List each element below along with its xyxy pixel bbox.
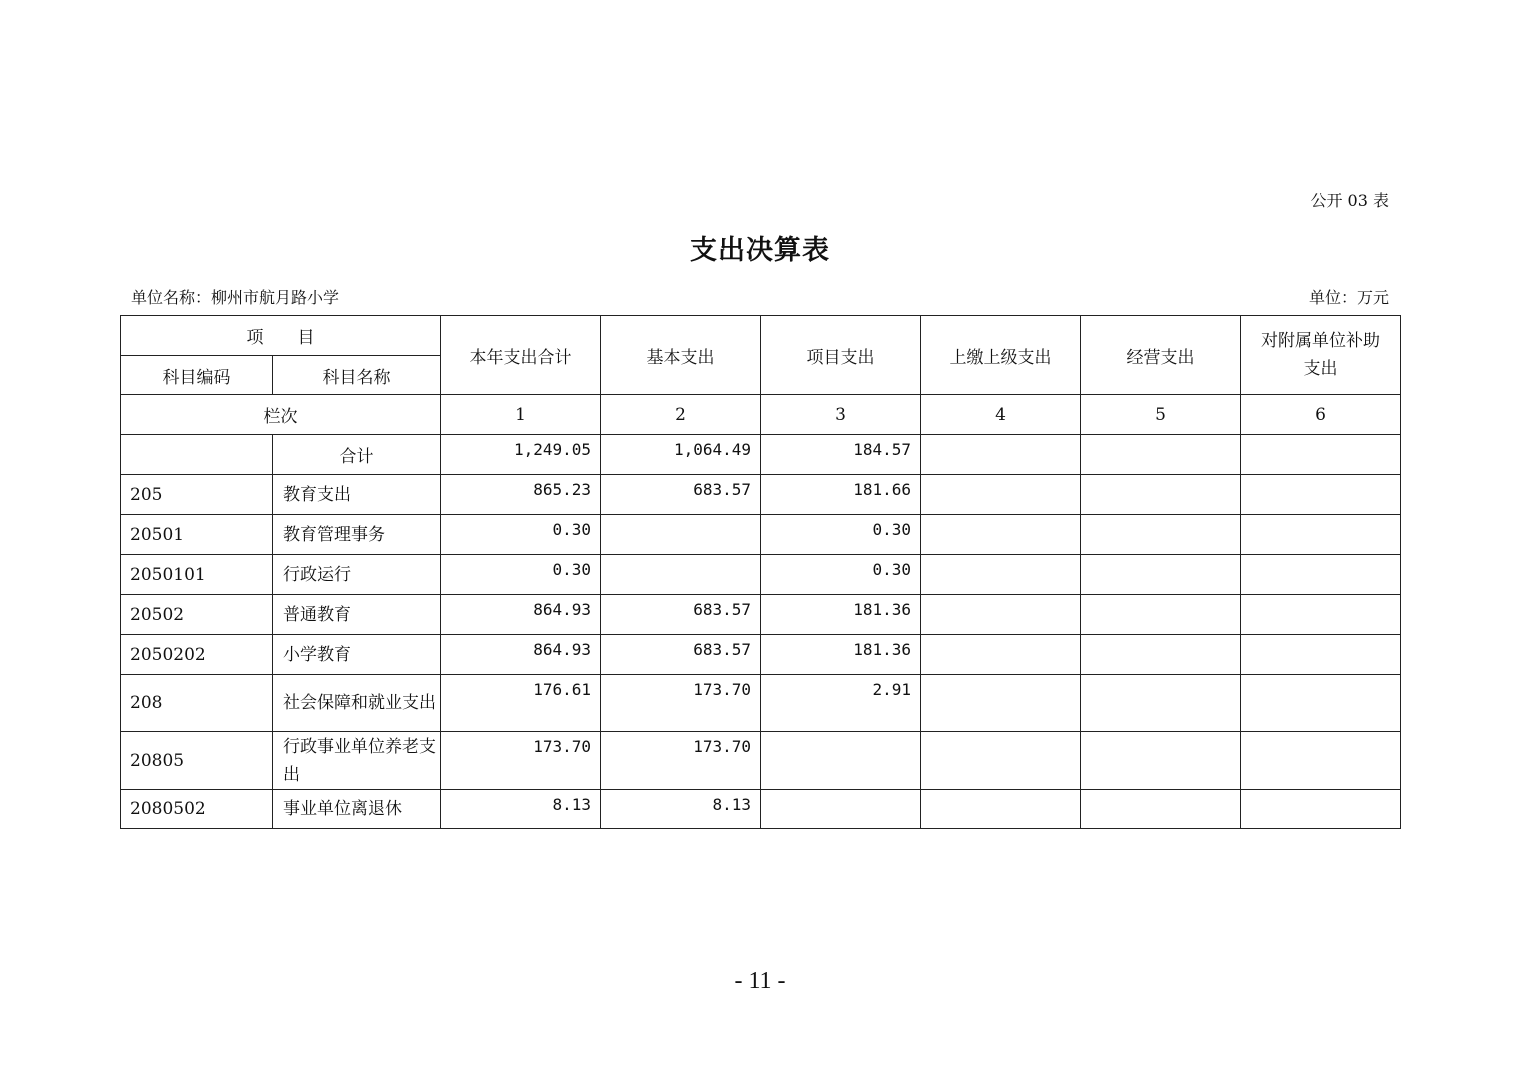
page-number: - 11 - xyxy=(734,968,786,994)
header-col-total: 本年支出合计 xyxy=(441,316,601,395)
form-number: 公开 03 表 xyxy=(1310,191,1389,210)
cell-value xyxy=(1241,790,1401,829)
header-item: 项 目 xyxy=(121,316,441,356)
subject-code: 208 xyxy=(121,675,273,732)
header-col-project: 项目支出 xyxy=(761,316,921,395)
cell-value: 864.93 xyxy=(441,635,601,675)
cell-value xyxy=(761,732,921,790)
cell-value xyxy=(601,555,761,595)
total-row xyxy=(121,435,1401,475)
cell-value: 864.93 xyxy=(441,595,601,635)
subject-name: 行政运行 xyxy=(273,555,441,595)
page-title: 支出决算表 xyxy=(690,235,830,266)
header-col-subsidy: 对附属单位补助支出 xyxy=(1241,316,1401,395)
col-index: 4 xyxy=(921,395,1081,435)
cell-value: 181.66 xyxy=(761,475,921,515)
cell-value: 0.30 xyxy=(761,515,921,555)
cell-value xyxy=(921,635,1081,675)
cell-value: 683.57 xyxy=(601,635,761,675)
cell-value xyxy=(1241,675,1401,732)
cell-value: 865.23 xyxy=(441,475,601,515)
cell-value: 0.30 xyxy=(441,515,601,555)
total-value: 1,064.49 xyxy=(601,435,761,475)
total-code-cell xyxy=(121,435,273,475)
subject-name: 社会保障和就业支出 xyxy=(273,675,441,732)
col-index: 5 xyxy=(1081,395,1241,435)
subject-code: 20805 xyxy=(121,732,273,790)
cell-value xyxy=(1081,555,1241,595)
col-index: 3 xyxy=(761,395,921,435)
cell-value xyxy=(921,555,1081,595)
cell-value: 173.70 xyxy=(601,675,761,732)
header-name: 科目名称 xyxy=(273,356,441,395)
cell-value: 2.91 xyxy=(761,675,921,732)
row-index-label: 栏次 xyxy=(121,395,441,435)
subject-code: 2050202 xyxy=(121,635,273,675)
cell-value xyxy=(1081,635,1241,675)
cell-value xyxy=(1241,595,1401,635)
cell-value: 683.57 xyxy=(601,595,761,635)
cell-value xyxy=(921,475,1081,515)
subject-name: 行政事业单位养老支出 xyxy=(273,732,441,790)
table-row xyxy=(121,515,1401,555)
table-row xyxy=(121,675,1401,732)
cell-value xyxy=(1081,515,1241,555)
table-row xyxy=(121,595,1401,635)
cell-value xyxy=(601,515,761,555)
cell-value: 173.70 xyxy=(601,732,761,790)
cell-value xyxy=(1241,635,1401,675)
subject-name: 教育支出 xyxy=(273,475,441,515)
subject-code: 2080502 xyxy=(121,790,273,829)
cell-value xyxy=(921,790,1081,829)
cell-value xyxy=(921,515,1081,555)
cell-value xyxy=(1241,515,1401,555)
cell-value xyxy=(921,595,1081,635)
col-index: 6 xyxy=(1241,395,1401,435)
header-col-basic: 基本支出 xyxy=(601,316,761,395)
subject-code: 20501 xyxy=(121,515,273,555)
col-index: 1 xyxy=(441,395,601,435)
table-row xyxy=(121,732,1401,790)
cell-value: 8.13 xyxy=(441,790,601,829)
cell-value: 0.30 xyxy=(761,555,921,595)
subject-name: 小学教育 xyxy=(273,635,441,675)
cell-value xyxy=(1081,475,1241,515)
cell-value: 8.13 xyxy=(601,790,761,829)
total-value xyxy=(921,435,1081,475)
cell-value xyxy=(1081,790,1241,829)
table-row xyxy=(121,790,1401,829)
header-code: 科目编码 xyxy=(121,356,273,395)
cell-value: 176.61 xyxy=(441,675,601,732)
subject-name: 事业单位离退休 xyxy=(273,790,441,829)
cell-value: 181.36 xyxy=(761,595,921,635)
table-row xyxy=(121,635,1401,675)
cell-value xyxy=(921,732,1081,790)
cell-value: 173.70 xyxy=(441,732,601,790)
cell-value: 683.57 xyxy=(601,475,761,515)
total-value xyxy=(1081,435,1241,475)
subject-code: 205 xyxy=(121,475,273,515)
cell-value xyxy=(1241,555,1401,595)
total-label: 合计 xyxy=(273,435,441,475)
subject-name: 教育管理事务 xyxy=(273,515,441,555)
cell-value xyxy=(1081,675,1241,732)
total-value: 1,249.05 xyxy=(441,435,601,475)
table-row xyxy=(121,555,1401,595)
cell-value xyxy=(1241,732,1401,790)
subject-name: 普通教育 xyxy=(273,595,441,635)
header-col-business: 经营支出 xyxy=(1081,316,1241,395)
cell-value: 0.30 xyxy=(441,555,601,595)
col-index: 2 xyxy=(601,395,761,435)
cell-value xyxy=(1081,595,1241,635)
expenditure-table xyxy=(120,315,1401,829)
cell-value xyxy=(1081,732,1241,790)
header-col-upper: 上缴上级支出 xyxy=(921,316,1081,395)
cell-value xyxy=(1241,475,1401,515)
table-row xyxy=(121,475,1401,515)
total-value: 184.57 xyxy=(761,435,921,475)
total-value xyxy=(1241,435,1401,475)
unit-label: 单位：万元 xyxy=(1308,288,1389,307)
cell-value: 181.36 xyxy=(761,635,921,675)
cell-value xyxy=(761,790,921,829)
subject-code: 20502 xyxy=(121,595,273,635)
unit-name: 单位名称：柳州市航月路小学 xyxy=(131,288,340,307)
subject-code: 2050101 xyxy=(121,555,273,595)
cell-value xyxy=(921,675,1081,732)
